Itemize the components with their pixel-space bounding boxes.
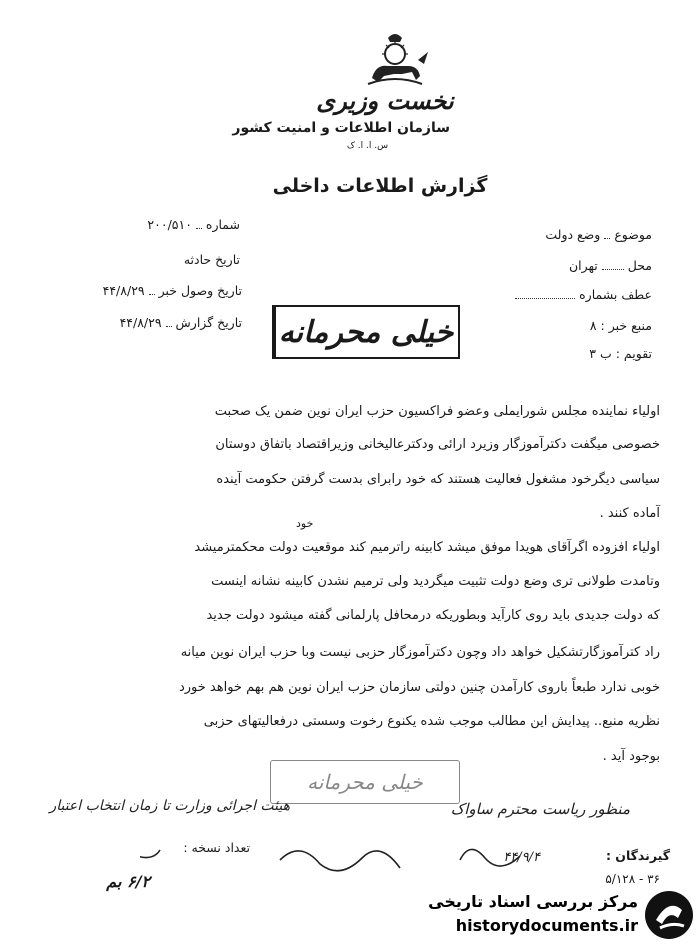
body-line: اولیاء نماینده مجلس شورایملی وعضو فراکسیون حزب ایران نوین ضمن یک صحبت [214, 404, 660, 419]
reference-label: عطف بشماره [579, 287, 652, 302]
handwritten-insertion: خود [296, 517, 314, 530]
body-line: خوبی ندارد طبعاً باروی کارآمدن چنین دولتی سازمان حزب ایران نوین هم بهم خواهد خورد [178, 680, 660, 695]
handwritten-note: منظور ریاست محترم ساواک [450, 800, 630, 818]
reference-field [500, 287, 652, 302]
news-received-value: ۴۴/۸/۲۹ [102, 283, 145, 298]
faint-classification-stamp: خیلی محرمانه [270, 760, 460, 804]
body-line: راد کترآموزگارتشکیل خواهد داد وچون دکترآموزگار حزبی نیست وبا حزب ایران نوین میانه [180, 645, 660, 660]
place-value: تهران [569, 258, 598, 273]
number-value: ۲۰۰/۵۱۰ [147, 217, 192, 232]
subject-label: موضوع [614, 227, 652, 242]
source-value: ۸ [589, 318, 597, 333]
place-field [500, 258, 652, 273]
recipients-label: گیرندگان : [605, 848, 670, 863]
handwritten-footer-note: ۶/۲ بم [106, 872, 150, 891]
place-label: محل [627, 258, 652, 273]
ministry-title: نخست وزیری [316, 86, 454, 115]
body-line: نظریه منبع.. پیدایش این مطالب موجب شده یکنوع رخوت وسستی درفعالیتهای حزبی [203, 714, 660, 729]
subject-value: وضع دولت [545, 227, 601, 242]
report-date-field [70, 315, 242, 330]
watermark-url: historydocuments.ir [455, 916, 638, 935]
report-title: گزارش اطلاعات داخلی [272, 175, 488, 197]
news-received-label: تاریخ وصول خبر [158, 283, 242, 298]
evaluation-label: تقویم : [615, 346, 652, 361]
news-received-field [70, 283, 242, 298]
handwritten-date: ۴۴/۹/۴ [503, 850, 540, 865]
source-label: منبع خبر : [600, 318, 652, 333]
body-line: که دولت جدیدی باید روی کارآید وبطوریکه درمحافل پارلمانی گفته میشود دولت جدید [206, 608, 660, 623]
body-line: خصوصی میگفت دکترآموزگار وزیرد ارائی ودکترعالیخانی وزیراقتصاد باتفاق دوستان [215, 437, 660, 452]
watermark-name: مرکز بررسی اسناد تاریخی [428, 892, 638, 911]
number-field [100, 217, 240, 232]
body-line: بوجود آید . [602, 749, 660, 764]
report-date-value: ۴۴/۸/۲۹ [119, 315, 162, 330]
report-date-label: تاریخ گزارش [175, 315, 242, 330]
evaluation-field [560, 346, 652, 361]
body-line: سیاسی دیگرخود مشغول فعالیت هستند که خود رابرای بدست گرفتن حکومت آینده [216, 472, 660, 487]
body-line: وتامدت طولانی تری وضع دولت تثبیت میگردید ولی ترمیم نشدن کابینه نشانه اینست [211, 574, 660, 589]
lion-and-sun-emblem-icon [358, 30, 432, 86]
organization-code: س. ا. ا. ک [346, 141, 389, 151]
number-label: شماره [205, 217, 240, 232]
subject-field [500, 227, 652, 242]
reference-code: ۱۲۸ - ۳۶ [615, 872, 660, 886]
copies-label: تعداد نسخه : [183, 840, 250, 855]
handwritten-note: هیئت اجرائی وزارت تا زمان انتخاب اعتبار [49, 798, 290, 814]
classification-stamp: خیلی محرمانه [272, 305, 460, 359]
body-line: آماده کنند . [599, 506, 660, 521]
incident-date-label: تاریخ حادثه [183, 252, 240, 267]
source-field [560, 318, 652, 333]
reference-prefix: ۵ [605, 872, 612, 886]
organization-title: سازمان اطلاعات و امنیت کشور [232, 120, 450, 136]
watermark [410, 888, 696, 944]
body-line: اولیاء افزوده اگرآقای هویدا موفق میشد کابینه راترمیم کند موقعیت دولت محکمترمیشد [194, 540, 660, 555]
reference-number: ۵/۱۲۸ - ۳۶ [605, 872, 660, 886]
evaluation-value: ب ۳ [589, 346, 612, 361]
watermark-logo-icon [642, 888, 696, 942]
